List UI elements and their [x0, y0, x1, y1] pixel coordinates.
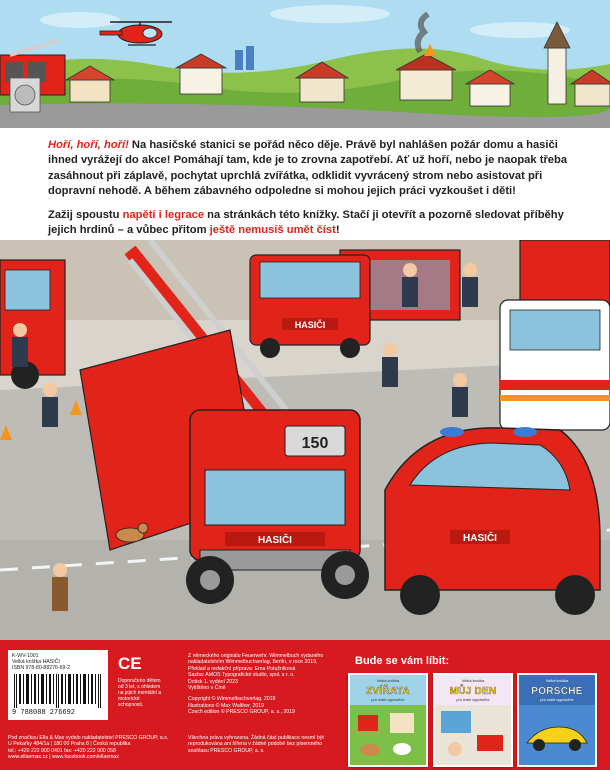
made-in: Vytištěno v Číně — [188, 685, 226, 692]
book-1-subtitle: pro malé vypravěče — [371, 698, 405, 702]
book-3-series: Velká knížka — [545, 678, 569, 683]
rear-fire-truck — [250, 255, 370, 358]
recommendations-heading: Bude se vám líbit: — [355, 655, 450, 667]
publisher-line-1: Pod značkou Ella & Max vydalo nakladatelství PRESCO GROUP, a.s. — [8, 735, 169, 741]
fire-station-illustration — [0, 240, 610, 645]
book-3-title: PORSCHE — [531, 686, 583, 697]
rear-truck-label: HASIČI — [294, 320, 326, 330]
intro-text — [48, 138, 568, 246]
intro-highlight-1: napětí i legrace — [122, 208, 205, 221]
recommended-book-1[interactable] — [348, 673, 428, 767]
book-1-series: Velká knížka — [376, 678, 400, 683]
book-id: Velká knížka HASIČI — [12, 659, 60, 665]
book-2-subtitle: pro malé vypravěče — [456, 698, 490, 702]
intro-body-2a: Zažij spoustu — [48, 208, 123, 221]
left-fire-truck — [0, 260, 65, 389]
intro-exclamation: Hoří, hoří, hoří! — [48, 139, 129, 151]
print-edition: Dotisk 1. vydání 2023 — [188, 678, 238, 685]
isbn: ISBN 978-80-88276-69-2 — [12, 665, 70, 671]
book-2-title: MŮJ DEN — [449, 686, 497, 697]
copyright-3: Czech edition © PRESCO GROUP, a. s., 2019 — [188, 709, 295, 716]
intro-highlight-2: ještě nemusíš umět číst — [209, 224, 336, 237]
edition-info — [188, 653, 338, 716]
book-3-subtitle: pro malé vypravěče — [540, 698, 574, 702]
book-1-cover-art — [350, 705, 426, 765]
intro-paragraph-2 — [48, 208, 568, 239]
publisher-info — [8, 735, 173, 761]
publisher-line-2: U Pekařky 484/1a | 180 00 Praha 8 | Česká republika — [8, 741, 131, 748]
truck-number: 150 — [301, 435, 329, 452]
back-cover-footer — [0, 640, 610, 770]
main-truck-label: HASIČI — [258, 535, 292, 546]
publisher-line-4: www.ellaemax.cz | www.facebook.com/ellaemax — [8, 754, 119, 761]
rights-notice: Všechna práva vyhrazena. Žádná část publikace nesmí být reprodukována ani šířena v žádné podobě bez písemného souhlasu PRESCO GROUP, a. s. — [188, 735, 324, 754]
barcode-panel — [8, 650, 108, 720]
top-village-illustration — [0, 0, 610, 128]
intro-paragraph-1 — [48, 138, 568, 200]
barcode — [12, 674, 104, 708]
fire-car — [385, 427, 600, 615]
ambulance — [500, 300, 610, 430]
barcode-digits: 9 788088 276692 — [12, 709, 76, 717]
copyright-2: Illustrations © Max Walther, 2019 — [188, 702, 264, 709]
book-3-cover-art — [519, 705, 595, 765]
intro-body-2c: na stránkách této knížky. Stačí ji otevřít a pozorně sledovat příběhy jejich hrdinů – a vůbec přitom — [48, 208, 564, 237]
intro-body-2e: ! — [335, 224, 340, 237]
intro-body-1: Na hasičské stanici se pořád něco děje. Právě byl nahlášen požár domu a hasiči ihned vyrážejí do akce! Pomáhají tam, kde je to zrovna zapotřebí. Ať už hoří, nebo je naopak třeba zasáhnout při záplavě, pochytat uprchlá zvířátka, odklidit vyvrácený strom nebo asistovat při dopravní nehodě. A během zábavného odpoledne si mohou jejich práci vyzkoušet i děti! — [48, 139, 568, 198]
original-title-note: Z německého originálu Feuerwehr. Wimmelbuch vydaného nakladatelstvím Wimmelbuchverlag, Berlín, v roce 2019, — [188, 653, 324, 666]
book-2-cover-art — [435, 705, 511, 765]
typeset-credit: Sazba: AMOS Typografické studio, spol. s r. o. — [188, 672, 295, 679]
recommended-book-3[interactable] — [517, 673, 597, 767]
ce-mark: CE — [118, 654, 142, 673]
product-code: K-WV-1001 — [12, 653, 39, 659]
copyright-1: Copyright © Wimmelbuchverlag, 2019 — [188, 696, 276, 703]
publisher-line-3: tel.: +420 222 900 0401 fax: +420 222 900 058 — [8, 747, 116, 754]
recommended-book-2[interactable] — [433, 673, 513, 767]
book-1-title: ZVÍŘATA — [366, 686, 410, 697]
translation-credit: Překlad a redakční příprava: Ema Potužníková — [188, 665, 296, 672]
book-2-series: Velká knížka — [461, 678, 485, 683]
age-recommendation: Doporučeno dětem od 3 let, s ohledem na jejich mentální a motorické schopnosti. — [118, 678, 162, 708]
car-label: HASIČI — [463, 533, 497, 544]
